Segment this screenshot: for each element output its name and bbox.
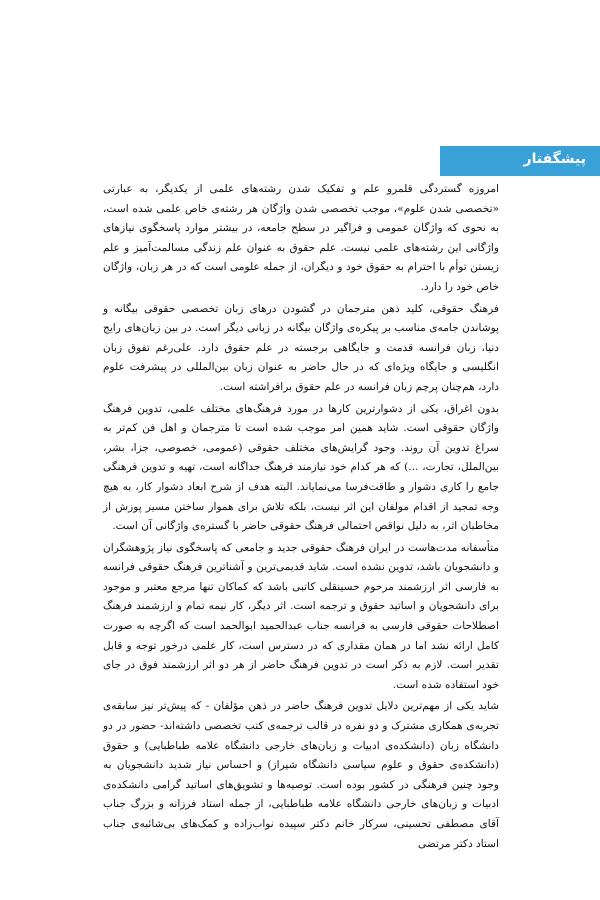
section-title: پیشگفتار <box>523 151 586 167</box>
paragraph: فرهنگ حقوقی، کلید ذهن مترجمان در گشودن درهای زبان تخصصی حقوقی بیگانه و پوشاندن جامه‌ی مناسب بر پیکره‌ی واژگان بیگانه در زبانی دیگر است. در بین زبان‌های رایج دنیا، زبان فرانسه قدمت و جایگاهی برجسته در علم حقوق دارد. علی‌رغم تفوق زبان انگلیسی و جایگاه ویژه‌ای که در حال حاضر به عنوان زبان بین‌المللی در پیشرفت علوم دارد، هم‌چنان پرچم زبان فرانسه در علم حقوق برافراشته است. <box>103 302 500 393</box>
paragraph: متأسفانه مدت‌هاست در ایران فرهنگ حقوقی جدید و جامعی که پاسخگوی نیاز پژوهشگران و دانشجویان باشد، تدوین نشده است. شاید قدیمی‌ترین و آشناترین فرهنگ حقوقی فرانسه به فارسی اثر ارزشمند مرحوم حسینقلی کاتبی باشد که کماکان تنها مرجع معتبر و موجود برای دانشجویان و اساتید حقوق و ترجمه است. اثر دیگر، کار نیمه تمام و ارزشمند فرهنگ اصطلاحات حقوقی فارسی به فرانسه جناب عبدالحمید ابوالحمد است که اگرچه به صورت کامل ارائه نشد اما در همان مقداری که در دسترس است، کار علمی درخور توجه و قابل تقدیر است. لازم به ذکر است در تدوین فرهنگ حاضر از هر دو اثر ارزشمند فوق در جای خود استفاده شده است. <box>103 541 499 691</box>
paragraph: بدون اغراق، یکی از دشوارترین کارها در مورد فرهنگ‌های مختلف علمی، تدوین فرهنگ واژگان حقوقی است. شاید همین امر موجب شده است تا مترجمان و اهل فن کم‌تر به سراغ تدوین آن روند. وجود گرایش‌های مختلف حقوقی (عمومی، خصوصی، جزا، بشر، بین‌الملل، تجارت، ...) که هر کدام خود نیازمند فرهنگ جداگانه است، تهیه و تدوین فرهنگی جامع را کاری دشوار و طاقت‌فرسا می‌نمایاند. البته هدف از شرح ابعاد دشوار کار، به هیچ وجه تمجید از اقدام مولفان این اثر نیست، بلکه تلاش برای هموار ساختن مسیر پوزش از مخاطبان اثر، به دلیل نواقص احتمالی فرهنگ حقوقی حاضر با گستره‌ی واژگانی آن است. <box>103 402 499 533</box>
paragraph: شاید یکی از مهم‌ترین دلایل تدوین فرهنگ حاضر در ذهن مؤلفان - که پیش‌تر نیز سابقه‌ی تجربه‌ی همکاری مشترک و دو نفره در قالب ترجمه‌ی کتب تخصصی داشته‌اند- حضور در دو دانشگاه زبان (دانشکده‌ی ادبیات و زبان‌های خارجی دانشگاه علامه طباطبایی) و حقوق (دانشکده‌ی حقوق و علوم سیاسی دانشگاه شیراز) و احساس نیاز شدید دانشجویان به وجود چنین فرهنگی در کشور بوده است. توصیه‌ها و تشویق‌های اساتید گرامی دانشکده‌ی ادبیات و زبان‌های خارجی دانشگاه علامه طباطبایی، از جمله استاد فرزانه و بزرگ جناب آقای مصطفی تحسینی، سرکار خانم دکتر سپیده نواب‌زاده و کمک‌های بی‌شائبه‌ی جناب استاد دکتر مرتضی <box>103 700 499 850</box>
paragraph: امروزه گسترد‌گی قلمرو علم و تفکیک شدن رشته‌های علمی از یکدیگر، به عبارتی «تخصصی شدن علوم»، موجب تخصصی شدن واژگان هر رشته‌ی خاص علمی شده است، به نحوی که واژگان عمومی و فراگیر در سطح جامعه، در بیشتر موارد پاسخگوی نیازهای واژگانی این رشته‌های علمی نیست. علم حقوق به عنوان علم زندگی مسالمت‌آمیز و علم زیستن توأم با احترام به حقوق خود و دیگران، از جمله علومی است که در هر زبان، واژگان خاص خود را دارد. <box>103 183 499 293</box>
section-header-bar <box>440 146 600 176</box>
body-text <box>103 180 499 854</box>
